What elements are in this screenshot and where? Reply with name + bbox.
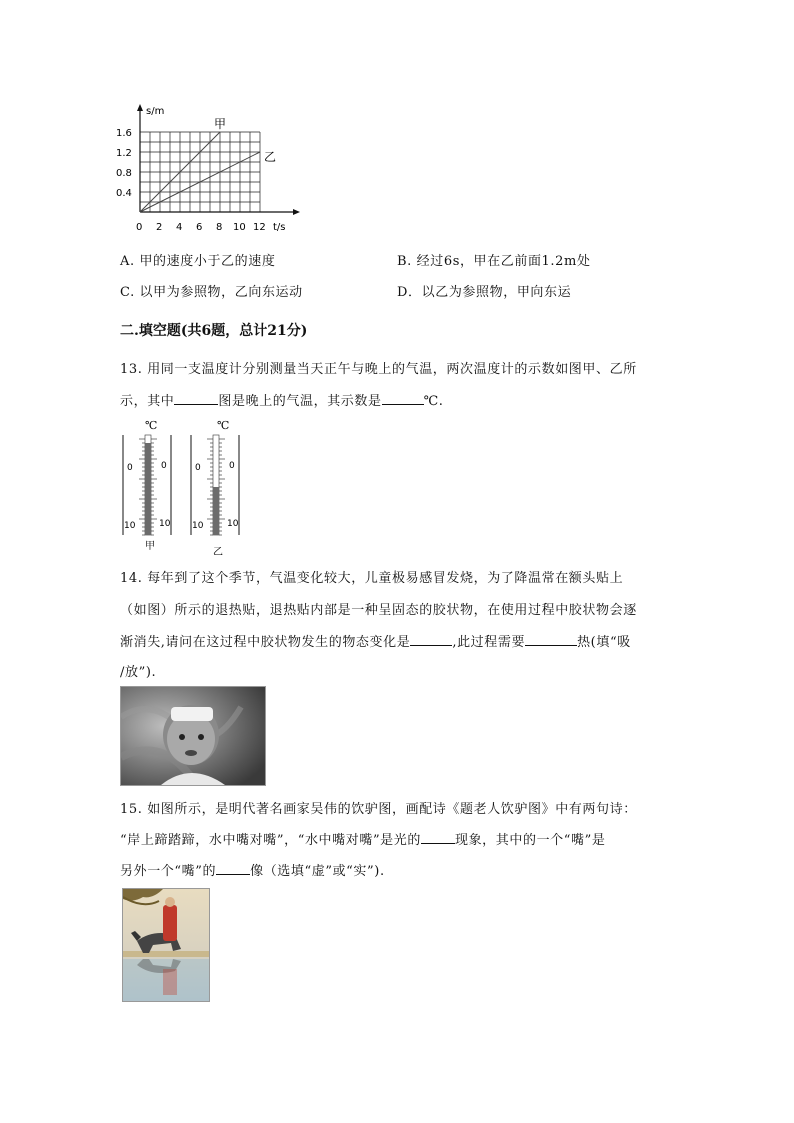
svg-text:0: 0 (161, 461, 167, 471)
series-label-jia: 甲 (214, 117, 227, 131)
y-tick-label: 0.8 (116, 168, 132, 179)
svg-text:10: 10 (192, 521, 204, 531)
q15-line1: 15. 如图所示，是明代著名画家吴伟的饮驴图，画配诗《题老人饮驴图》中有两句诗： (120, 802, 637, 817)
svg-text:0: 0 (229, 461, 235, 471)
q14-blank-1[interactable] (410, 633, 452, 646)
q15-line2: “岸上蹄踏蹄，水中嘴对嘴”，“水中嘴对嘴”是光的 现象，其中的一个“嘴”是 (120, 833, 606, 848)
q13-line1: 13. 用同一支温度计分别测量当天正午与晚上的气温，两次温度计的示数如图甲、乙所 (120, 362, 637, 377)
y-axis-arrow (137, 104, 143, 111)
svg-text:0: 0 (127, 463, 133, 473)
s-t-graph (110, 100, 310, 240)
q13-text-b: 图是晚上的气温，其示数是 (218, 394, 382, 409)
svg-text:℃: ℃ (217, 419, 230, 432)
x-axis-label: t/s (273, 222, 286, 233)
option-b: B. 经过6s，甲在乙前面1.2m处 (397, 254, 591, 269)
q14-blank-2[interactable] (525, 633, 577, 646)
q13-line2 (120, 390, 443, 409)
x-tick-label: 2 (156, 222, 163, 233)
q15-blank-2[interactable] (216, 862, 250, 875)
x-tick-label: 4 (176, 222, 183, 233)
baby-photo (120, 686, 266, 786)
option-c: C. 以甲为参照物，乙向东运动 (120, 285, 303, 300)
thermometers-figure (115, 415, 255, 555)
q14-line4: /放”). (120, 665, 157, 680)
q13-blank-2[interactable] (382, 392, 424, 405)
q13-blank-1[interactable] (174, 392, 218, 405)
q14-line1: 14. 每年到了这个季节，气温变化较大，儿童极易感冒发烧，为了降温常在额头贴上 (120, 571, 624, 586)
graph-grid (140, 132, 260, 212)
thermometer-yi (191, 419, 239, 555)
svg-text:10: 10 (227, 519, 239, 529)
label-jia: 甲 (145, 541, 155, 552)
svg-text:10: 10 (159, 519, 171, 529)
q13-text-a: 示，其中 (120, 394, 175, 409)
thermometer-jia (123, 419, 171, 552)
svg-text:℃: ℃ (145, 419, 158, 432)
option-d: D．以乙为参照物，甲向东运 (397, 285, 572, 300)
svg-text:10: 10 (124, 521, 136, 531)
x-tick-label: 12 (253, 222, 266, 233)
x-tick-label: 8 (216, 222, 223, 233)
x-tick-label: 0 (136, 222, 143, 233)
y-tick-label: 0.4 (116, 188, 132, 199)
y-tick-label: 1.2 (116, 148, 132, 159)
y-tick-label: 1.6 (116, 128, 132, 139)
x-tick-label: 6 (196, 222, 203, 233)
q13-text-c: ℃. (423, 394, 444, 409)
section-title: 二.填空题(共6题，总计21分) (120, 323, 308, 339)
option-a: A. 甲的速度小于乙的速度 (120, 254, 276, 269)
label-yi: 乙 (213, 547, 223, 555)
q15-blank-1[interactable] (421, 831, 455, 844)
q14-line3: 渐消失,请问在这过程中胶状物发生的物态变化是 ,此过程需要 热(填“吸 (120, 635, 631, 650)
donkey-painting (122, 888, 210, 1002)
series-label-yi: 乙 (264, 150, 277, 164)
q15-line3: 另外一个“嘴”的 像（选填“虚”或“实”). (120, 864, 385, 879)
x-tick-label: 10 (233, 222, 246, 233)
y-axis-label: s/m (146, 106, 165, 117)
x-axis-arrow (293, 209, 300, 215)
svg-text:0: 0 (195, 463, 201, 473)
q14-line2: （如图）所示的退热贴，退热贴内部是一种呈固态的胶状物，在使用过程中胶状物会逐 (120, 603, 637, 618)
